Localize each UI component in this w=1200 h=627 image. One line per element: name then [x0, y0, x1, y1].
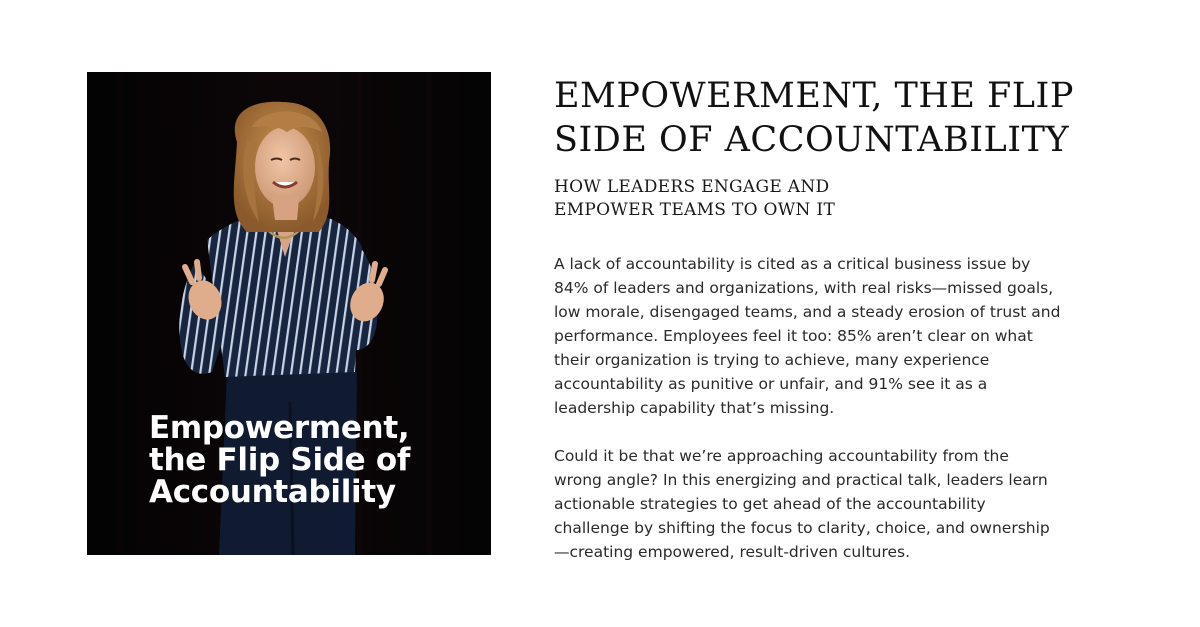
- description-paragraph-2: [554, 444, 1116, 564]
- paragraph-line: 84% of leaders and organizations, with real risks—missed goals,: [554, 279, 1054, 297]
- page-title-line: EMPOWERMENT, THE FLIP: [554, 76, 1074, 116]
- paragraph-line: accountability as punitive or unfair, and 91% see it as a: [554, 375, 988, 393]
- paragraph-line: their organization is trying to achieve, many experience: [554, 351, 990, 369]
- overlay-title-line: Empowerment,: [149, 410, 410, 446]
- overlay-title-line: Accountability: [149, 474, 396, 510]
- paragraph-line: leadership capability that’s missing.: [554, 399, 835, 417]
- photo-overlay-title: [149, 412, 449, 508]
- description-paragraph-1: [554, 252, 1116, 420]
- page-subtitle-line: EMPOWER TEAMS TO OWN IT: [554, 200, 836, 220]
- overlay-title-line: the Flip Side of: [149, 442, 411, 478]
- paragraph-line: —creating empowered, result-driven cultures.: [554, 543, 911, 561]
- paragraph-line: performance. Employees feel it too: 85% aren’t clear on what: [554, 327, 1033, 345]
- paragraph-line: low morale, disengaged teams, and a steady erosion of trust and: [554, 303, 1061, 321]
- paragraph-line: actionable strategies to get ahead of the accountability: [554, 495, 986, 513]
- article-text-column: [554, 74, 1134, 564]
- paragraph-line: A lack of accountability is cited as a critical business issue by: [554, 255, 1031, 273]
- speaker-photo-card: [87, 72, 491, 555]
- page-subtitle-line: HOW LEADERS ENGAGE AND: [554, 177, 830, 197]
- page-subtitle: [554, 176, 1134, 222]
- paragraph-line: wrong angle? In this energizing and practical talk, leaders learn: [554, 471, 1048, 489]
- page-title: [554, 74, 1134, 162]
- paragraph-line: Could it be that we’re approaching accountability from the: [554, 447, 1009, 465]
- paragraph-line: challenge by shifting the focus to clarity, choice, and ownership: [554, 519, 1050, 537]
- page-title-line: SIDE OF ACCOUNTABILITY: [554, 120, 1070, 160]
